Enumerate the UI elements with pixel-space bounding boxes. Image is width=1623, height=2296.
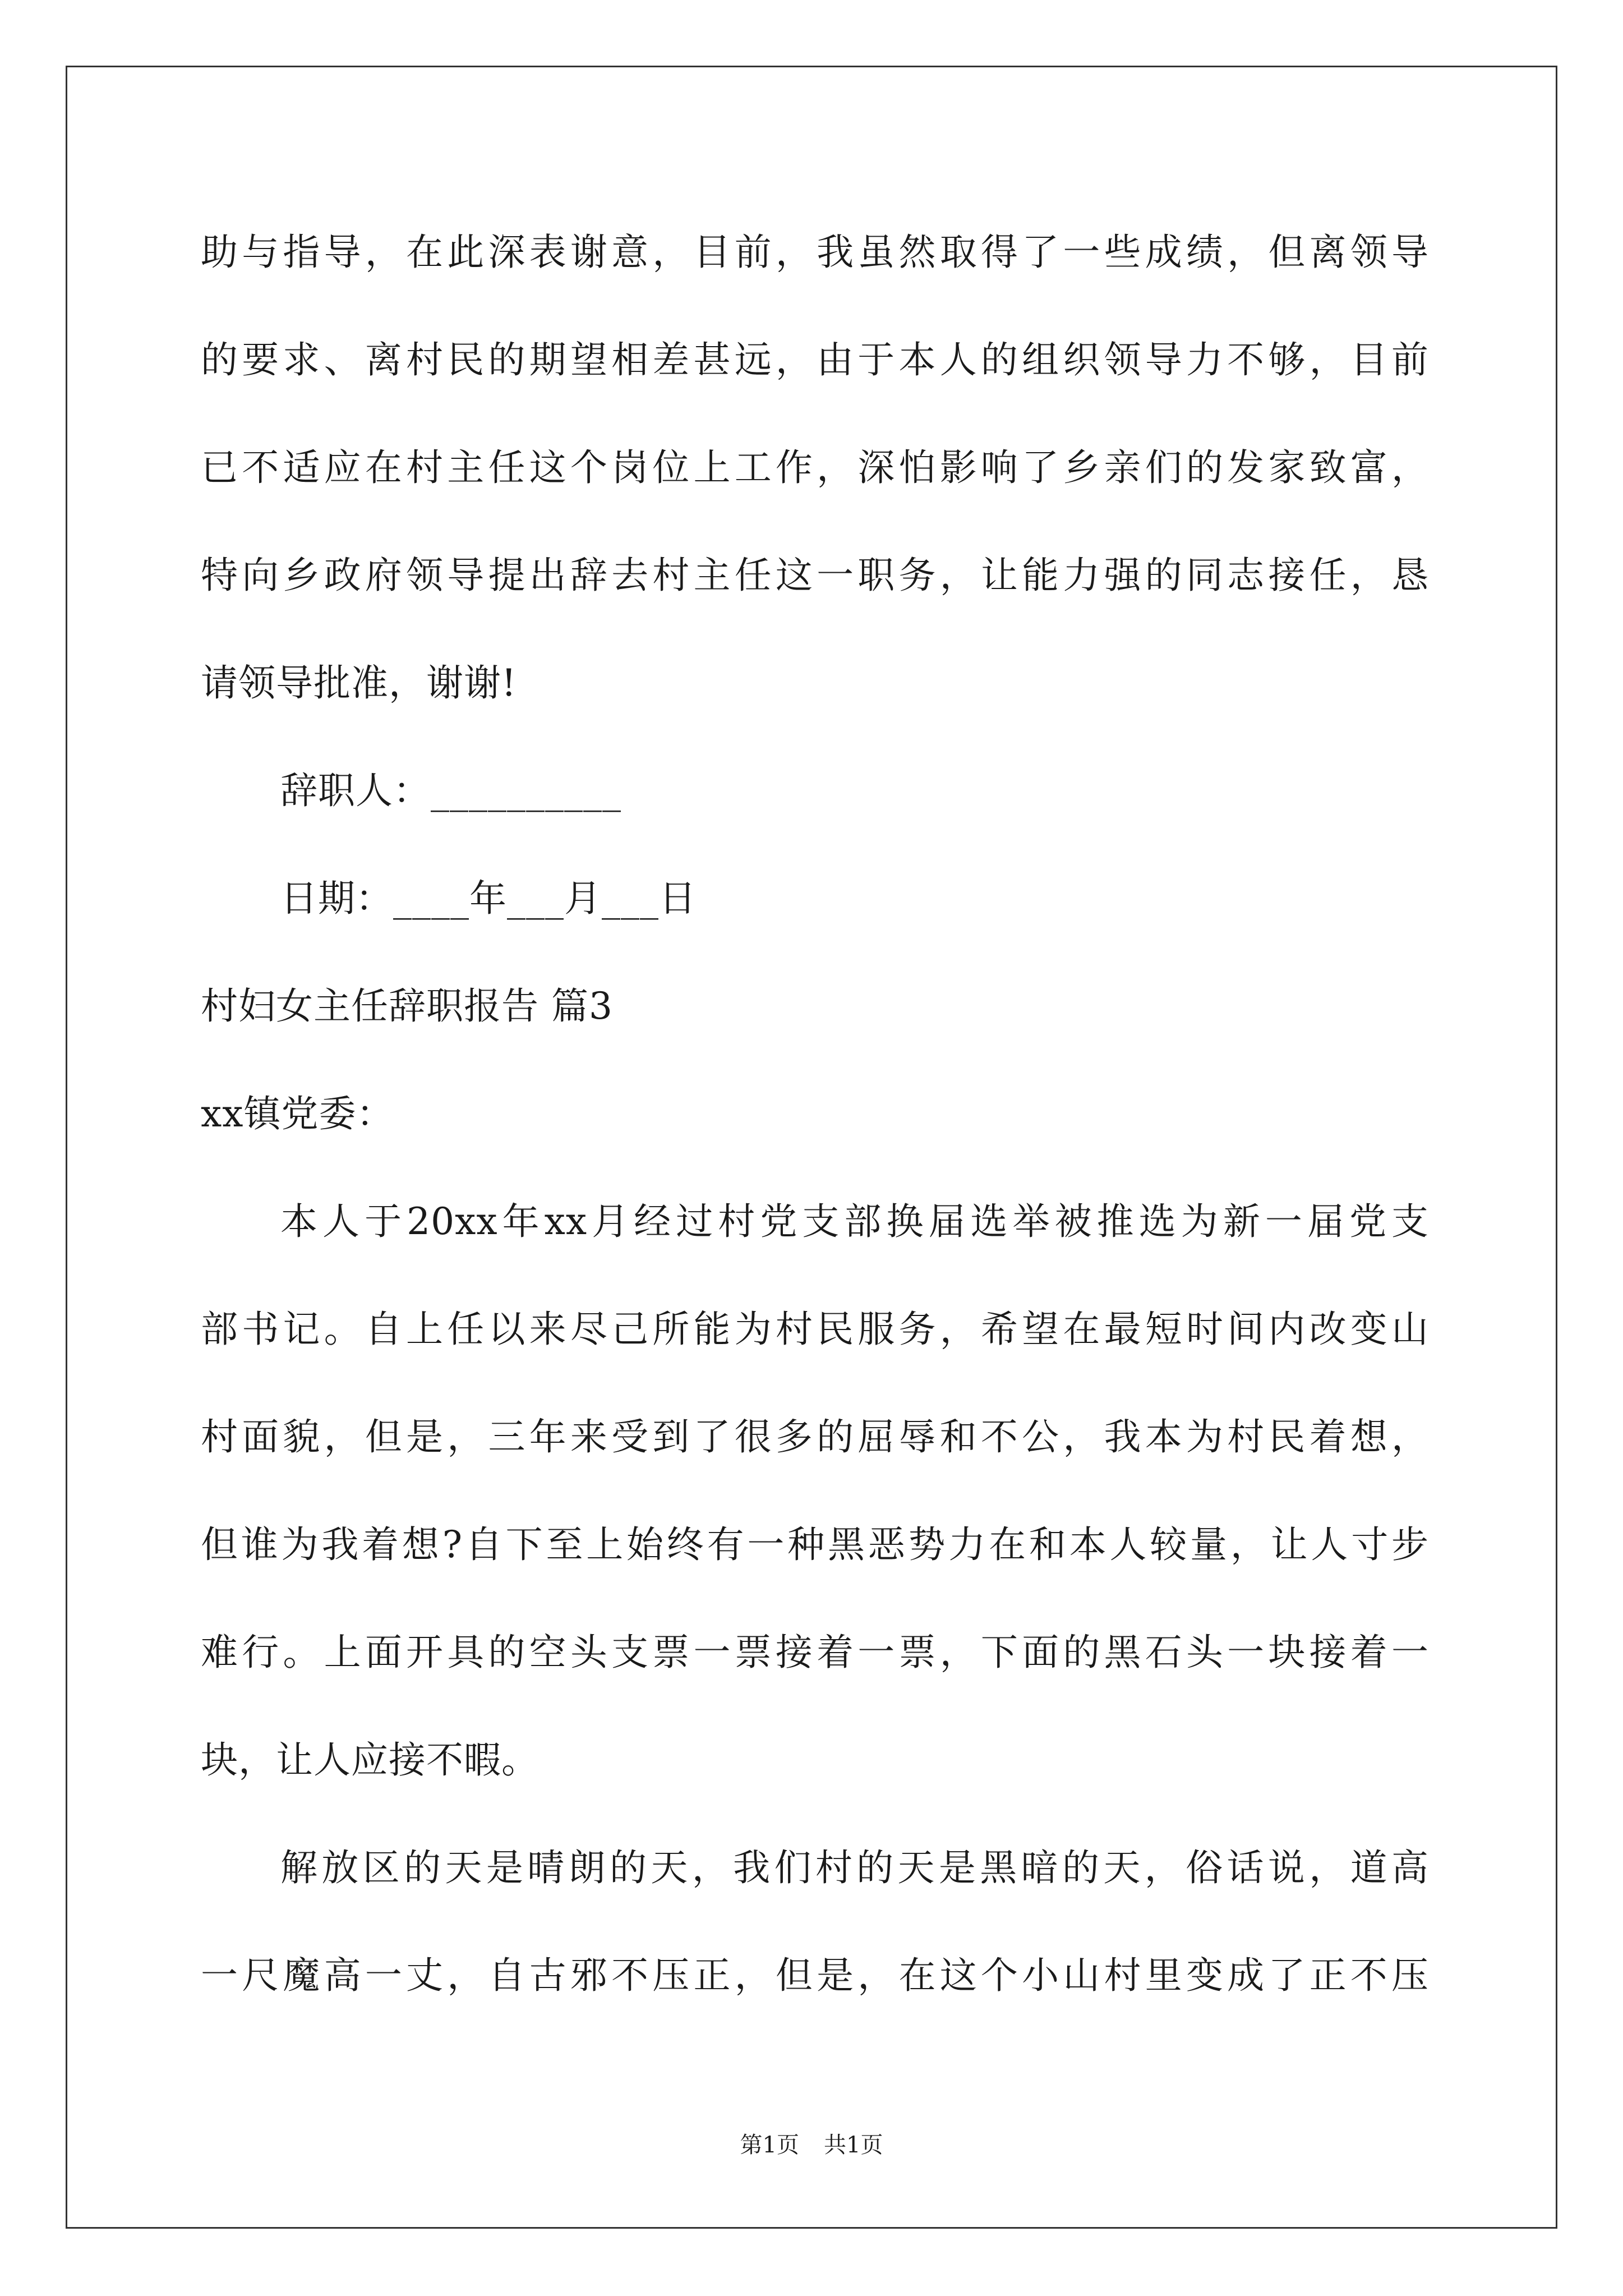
salutation: xx镇党委： [201,1092,394,1135]
paragraph-b-line-6: 块，让人应接不暇。 [201,1738,539,1782]
paragraph-a-line-3: 已不适应在村主任这个岗位上工作，深怕影响了乡亲们的发家致富， [201,446,1429,489]
page-number-total: 共1页 [824,2132,883,2158]
paragraph-b-line-2: 部书记。自上任以来尽己所能为村民服务，希望在最短时间内改变山 [201,1308,1429,1351]
paragraph-c-line-1: 解放区的天是晴朗的天，我们村的天是黑暗的天，俗话说，道高 [280,1846,1429,1889]
paragraph-a-line-1: 助与指导，在此深表谢意，目前，我虽然取得了一些成绩，但离领导 [201,231,1429,274]
page-border [66,66,1557,2229]
signer-line: 辞职人：__________ [280,769,621,812]
paragraph-b-line-5: 难行。上面开具的空头支票一票接着一票，下面的黑石头一块接着一 [201,1631,1429,1674]
page-footer [0,2132,1623,2159]
date-line: 日期：____年___月___日 [280,877,697,920]
paragraph-a-line-5: 请领导批准，谢谢! [201,661,517,705]
paragraph-b-line-1: 本人于20xx年xx月经过村党支部换届选举被推选为新一届党支 [280,1200,1429,1243]
paragraph-a-line-2: 的要求、离村民的期望相差甚远，由于本人的组织领导力不够，目前 [201,338,1429,381]
paragraph-a-line-4: 特向乡政府领导提出辞去村主任这一职务，让能力强的同志接任，恳 [201,554,1429,597]
paragraph-c-line-2: 一尺魔高一丈，自古邪不压正，但是，在这个小山村里变成了正不压 [201,1954,1429,1997]
section-heading: 村妇女主任辞职报告 篇3 [201,984,613,1028]
paragraph-b-line-3: 村面貌，但是，三年来受到了很多的屈辱和不公，我本为村民着想， [201,1415,1429,1458]
page-number-current: 第1页 [740,2132,799,2158]
paragraph-b-line-4: 但谁为我着想?自下至上始终有一种黑恶势力在和本人较量，让人寸步 [201,1523,1429,1566]
